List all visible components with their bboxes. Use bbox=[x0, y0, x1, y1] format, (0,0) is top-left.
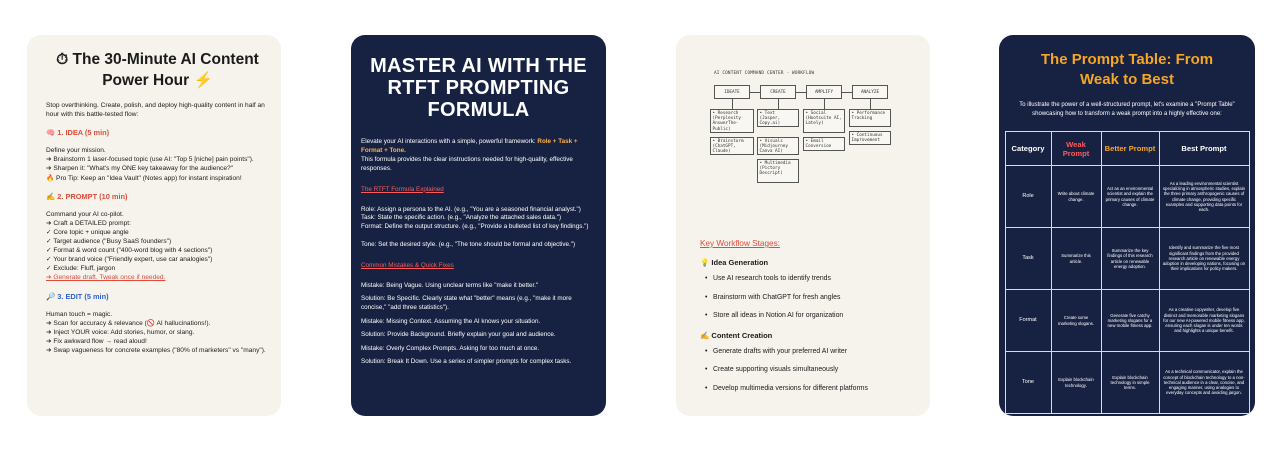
formula-explained-heading: The RTFT Formula Explained bbox=[361, 185, 444, 193]
tool-box: • Visuals (Midjourney Canva AI) bbox=[757, 137, 799, 155]
table-cell: Format bbox=[1005, 290, 1051, 352]
table-cell: Tone bbox=[1005, 352, 1051, 414]
table-cell: As a technical communicator, explain the concept of blockchain technology to a non-technical audience in a clear, concise, and engaging manner, using analogies to everyday concepts and avoiding jargon. bbox=[1159, 352, 1249, 414]
edit-line: ➔ Swap vagueness for concrete examples ("80% of marketers" vs "many"). bbox=[46, 346, 266, 354]
arrow-connector bbox=[732, 99, 733, 109]
table-cell: As a creative copywriter, develop five distinct and memorable marketing slogans for our new AI-powered mobile fitness app, ensuring each slogan is under ten words and highlights a unique benefit. bbox=[1159, 290, 1249, 352]
prompt-table bbox=[1005, 131, 1250, 414]
list-item: • Create supporting visuals simultaneously bbox=[705, 366, 918, 373]
idea-line: Define your mission. bbox=[46, 147, 106, 155]
prompt-line: ✓ Exclude: Fluff, jargon bbox=[46, 265, 116, 273]
card4-title: The Prompt Table: From Weak to Best bbox=[1040, 51, 1214, 88]
tool-box: • Multimedia (Pictory Descript) bbox=[757, 159, 799, 183]
mistake-line: Mistake: Missing Context. Assuming the AI knows your situation. bbox=[361, 317, 541, 325]
stage-create: CREATE bbox=[760, 85, 796, 99]
idea-section-title: 🧠 1. IDEA (5 min) bbox=[46, 128, 110, 138]
role-line: Role: Assign a persona to the AI. (e.g., "You are a seasoned financial analyst.") bbox=[361, 205, 581, 213]
card1-intro: Stop overthinking. Create, polish, and deploy high-quality content in half an hour with this battle-tested flow: bbox=[46, 102, 265, 119]
workflow-card bbox=[676, 35, 930, 416]
tool-box: • Social (Hootsuite AI, Lately) bbox=[803, 109, 845, 133]
task-line: Task: State the specific action. (e.g., "Analyze the attached sales data.") bbox=[361, 214, 562, 222]
prompt-line: ✓ Core topic + unique angle bbox=[46, 228, 129, 236]
header-best: Best Prompt bbox=[1159, 132, 1249, 166]
list-item: • Brainstorm with ChatGPT for fresh angles bbox=[705, 294, 918, 301]
table-cell: Summarize this article. bbox=[1051, 228, 1101, 290]
table-row bbox=[1005, 166, 1249, 228]
table-row bbox=[1005, 290, 1249, 352]
idea-line: 🔥 Pro Tip: Keep an "Idea Vault" (Notes app) for instant inspiration! bbox=[46, 174, 242, 182]
list-item: • Store all ideas in Notion AI for organization bbox=[705, 312, 918, 319]
tool-box: • Continuous Improvement bbox=[849, 131, 891, 145]
edit-line: ➔ Inject YOUR voice: Add stories, humor, or slang. bbox=[46, 328, 195, 336]
content-creation-list bbox=[700, 348, 918, 392]
table-cell: Explain blockchain technology. bbox=[1051, 352, 1101, 414]
table-cell: Write about climate change. bbox=[1051, 166, 1101, 228]
list-item: • Generate drafts with your preferred AI writer bbox=[705, 348, 918, 355]
workflow-diagram bbox=[700, 69, 890, 201]
prompt-line: ✓ Your brand voice ("Friendly expert, use car analogies") bbox=[46, 256, 213, 264]
table-cell: Identify and summarize the five most significant findings from the provided research article on renewable energy adoption in developing nations, focusing on their implications for policy makers. bbox=[1159, 228, 1249, 290]
idea-generation-heading: 💡 Idea Generation bbox=[700, 258, 769, 267]
card2-body bbox=[361, 138, 596, 367]
idea-generation-list bbox=[700, 275, 918, 319]
stage-ideate: IDEATE bbox=[714, 85, 750, 99]
tool-box: • Email Conversion bbox=[803, 137, 845, 151]
table-cell: Role bbox=[1005, 166, 1051, 228]
prompt-line: Command your AI co-pilot. bbox=[46, 210, 124, 218]
mistake-line: Mistake: Being Vague. Using unclear terms like "make it better." bbox=[361, 282, 539, 290]
stage-amplify: AMPLIFY bbox=[806, 85, 842, 99]
table-cell: Summarize the key findings of this research article on renewable energy adoption. bbox=[1101, 228, 1159, 290]
table-cell: Generate five catchy marketing slogans for a new mobile fitness app. bbox=[1101, 290, 1159, 352]
workflow-title: AI CONTENT COMMAND CENTER - WORKFLOW bbox=[714, 71, 815, 76]
generate-draft-line: ➔ Generate draft. Tweak once if needed. bbox=[46, 274, 166, 282]
mistake-line: Mistake: Overly Complex Prompts. Asking for too much at once. bbox=[361, 344, 540, 352]
idea-line: ➔ Sharpen it: "What's my ONE key takeaway for the audience?" bbox=[46, 165, 234, 173]
table-row bbox=[1005, 228, 1249, 290]
formula-highlight: Role + Task + Format + Tone. bbox=[361, 138, 578, 154]
edit-line: Human touch = magic. bbox=[46, 310, 113, 318]
header-weak: Weak Prompt bbox=[1051, 132, 1101, 166]
arrow-connector bbox=[796, 92, 806, 93]
idea-line: ➔ Brainstorm 1 laser-focused topic (use AI: "Top 5 [niche] pain points"). bbox=[46, 156, 254, 164]
tool-box: • Performance Tracking bbox=[849, 109, 891, 127]
key-stages-heading: Key Workflow Stages: bbox=[700, 239, 780, 248]
prompt-line: ✓ Target audience ("Busy SaaS founders") bbox=[46, 238, 172, 246]
mistakes-heading: Common Mistakes & Quick Fixes bbox=[361, 262, 454, 270]
card4-intro: To illustrate the power of a well-structured prompt, let's examine a "Prompt Table" showcasing how to transform a weak prompt into a highly effective one: bbox=[1019, 102, 1235, 117]
arrow-connector bbox=[824, 99, 825, 109]
solution-line: Solution: Be Specific. Clearly state what "better" means (e.g., "make it more concise," "add three statistics"). bbox=[361, 295, 572, 312]
mistakes-list bbox=[361, 282, 596, 367]
table-cell: Act as an environmental scientist and explain the primary causes of climate change. bbox=[1101, 166, 1159, 228]
edit-line: ➔ Scan for accuracy & relevance (🚫 AI hallucinations!). bbox=[46, 319, 211, 327]
edit-line: ➔ Fix awkward flow → read aloud! bbox=[46, 337, 147, 345]
arrow-connector bbox=[842, 92, 852, 93]
header-better: Better Prompt bbox=[1101, 132, 1159, 166]
edit-section-title: 🔎 3. EDIT (5 min) bbox=[46, 291, 109, 301]
solution-line: Solution: Break It Down. Use a series of simpler prompts for complex tasks. bbox=[361, 358, 572, 365]
card1-title: ⏱ The 30-Minute AI Content Power Hour ⚡ bbox=[56, 51, 259, 89]
card2-intro-text: Elevate your AI interactions with a simple, powerful framework: bbox=[361, 138, 538, 145]
table-cell: Explain blockchain technology in simple terms. bbox=[1101, 352, 1159, 414]
solution-line: Solution: Provide Background. Briefly explain your goal and audience. bbox=[361, 331, 556, 339]
card2-title: MASTER AI WITH THE RTFT PROMPTING FORMULA bbox=[370, 55, 587, 121]
table-cell: As a leading environmental scientist specializing in atmospheric studies, explain the three primary anthropogenic causes of climate change, providing specific examples and supporting data points for each. bbox=[1159, 166, 1249, 228]
card2-intro2: This formula provides the clear instructions needed for high-quality, effective responses. bbox=[361, 155, 573, 172]
arrow-connector bbox=[750, 92, 760, 93]
prompt-line: ✓ Format & word count ("400-word blog with 4 sections") bbox=[46, 247, 213, 255]
card1-body bbox=[46, 101, 269, 355]
stage-analyze: ANALYZE bbox=[852, 85, 888, 99]
table-row bbox=[1005, 352, 1249, 414]
prompt-line: ➔ Craft a DETAILED prompt: bbox=[46, 219, 131, 227]
card2-intro bbox=[361, 138, 596, 156]
content-creation-heading: ✍ Content Creation bbox=[700, 330, 773, 340]
arrow-connector bbox=[778, 99, 779, 109]
table-cell: Create some marketing slogans. bbox=[1051, 290, 1101, 352]
prompt-table-card bbox=[999, 35, 1255, 416]
arrow-connector bbox=[870, 99, 871, 109]
prompt-section-title: ✍ 2. PROMPT (10 min) bbox=[46, 191, 128, 201]
tool-box: • Brainstorm (ChatGPT, Claude) bbox=[710, 137, 754, 155]
list-item: • Use AI research tools to identify trends bbox=[705, 275, 918, 282]
tool-box: • Research (Perplexity AnswerThe-Public) bbox=[710, 109, 754, 133]
list-item: • Develop multimedia versions for different platforms bbox=[705, 385, 918, 392]
rtft-formula-card bbox=[351, 35, 606, 416]
header-category: Category bbox=[1005, 132, 1051, 166]
table-cell: Task bbox=[1005, 228, 1051, 290]
tool-box: • Text (Jasper, Copy.ai) bbox=[757, 109, 799, 127]
tone-line: Tone: Set the desired style. (e.g., "The tone should be formal and objective.") bbox=[361, 241, 576, 249]
format-line: Format: Define the output structure. (e.g., "Provide a bulleted list of key findings.") bbox=[361, 223, 589, 231]
table-header-row bbox=[1005, 132, 1249, 166]
content-power-hour-card bbox=[27, 35, 281, 416]
